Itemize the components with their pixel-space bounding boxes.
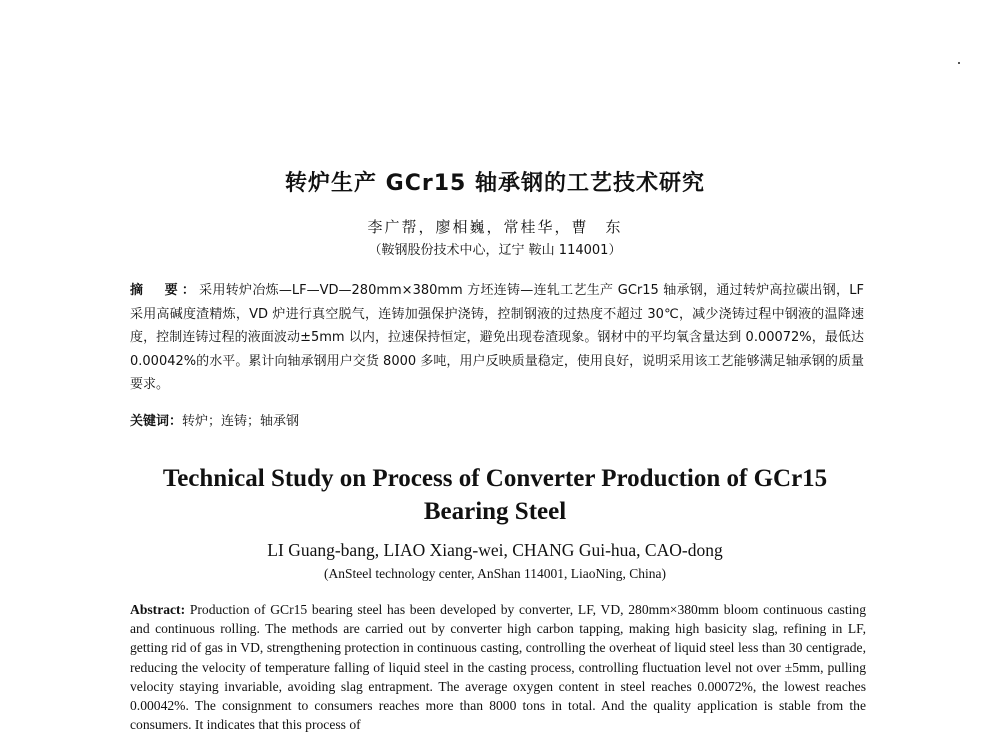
chinese-abstract-text: 采用转炉冶炼—LF—VD—280mm×380mm 方坯连铸—连轧工艺生产 GCr15 轴承钢，通过转炉高拉碳出钢，LF 采用高碱度渣精炼，VD 炉进行真空脱气，连铸加强保护浇铸，控制钢液的过热度不超过 30℃，减少浇铸过程中钢液的温降速度，控制连铸过程的液面波动±5mm 以内，拉速保持恒定，避免出现卷渣现象。钢材中的平均氧含量达到 0.00072%，最低达 0.00042%的水平。累计向轴承钢用户交货 8000 多吨，用户反映质量稳定，使用良好，说明采用该工艺能够满足轴承钢的质量要求。 [130, 283, 864, 392]
english-affiliation: (AnSteel technology center, AnShan 114001, LiaoNing, China) [323, 566, 666, 581]
scan-speck [958, 62, 960, 64]
chinese-abstract-label: 摘 要： [130, 283, 200, 298]
chinese-keywords [130, 410, 864, 429]
english-authors: LI Guang-bang, LIAO Xiang-wei, CHANG Gui-hua, CAO-dong [267, 540, 723, 560]
chinese-abstract [130, 279, 864, 397]
english-abstract-label: Abstract: [130, 602, 186, 617]
chinese-keywords-text: 转炉；连铸；轴承钢 [182, 414, 300, 429]
chinese-authors: 李广帮，廖相巍，常桂华，曹 东 [367, 218, 623, 236]
english-abstract-text: Production of GCr15 bearing steel has been developed by converter, LF, VD, 280mm×380mm bloom continuous casting and continuous rolling. The methods are carried out by converter high carbon tapping, making high basicity slag, refining in LF, getting rid of gas in VD, strengthening protection in continuous casting, controlling the overheat of liquid steel less than 30 centigrade, reducing the velocity of temperature falling of liquid steel in the casting process, controlling fluctuation level not over ±5mm, pulling velocity staying invariable, avoiding slag entrapment. The average oxygen content in steel reaches 0.00072%, the lowest reaches 0.00042%. The consignment to consumers reaches more than 8000 tons in total. And the quality application is stable from the consumers. It indicates that this process of [130, 602, 866, 733]
english-abstract [130, 600, 866, 734]
chinese-title: 转炉生产 GCr15 轴承钢的工艺技术研究 [285, 171, 705, 196]
chinese-affiliation: （鞍钢股份技术中心，辽宁 鞍山 114001） [368, 243, 622, 258]
english-title: Technical Study on Process of Converter Production of GCr15 Bearing Steel [162, 465, 828, 525]
chinese-keywords-label: 关键词： [130, 414, 183, 429]
